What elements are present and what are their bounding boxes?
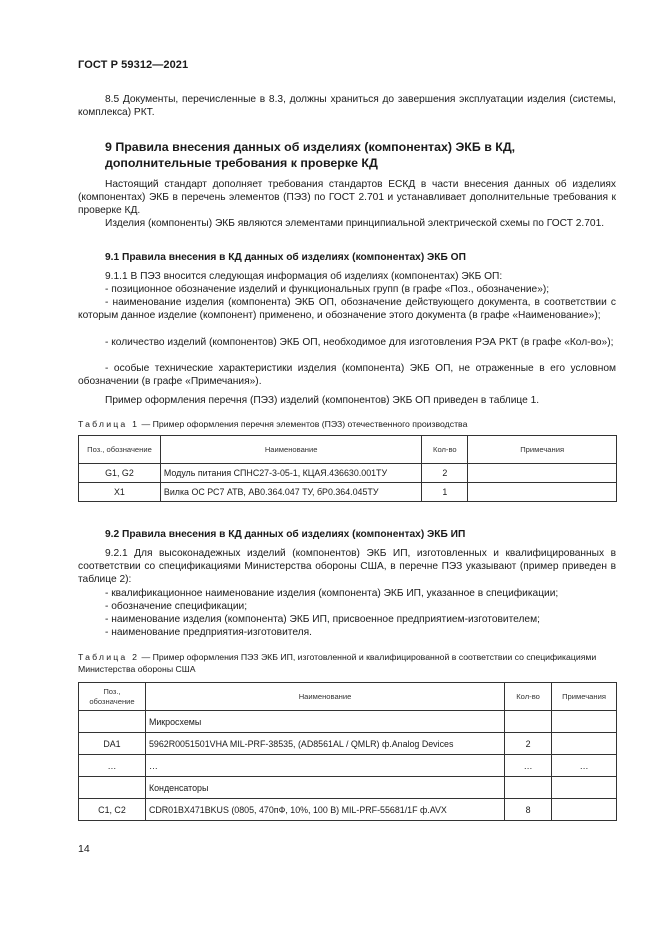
table-1-caption-label: Таблица 1	[78, 419, 140, 429]
table-row	[79, 464, 617, 483]
table-row	[79, 483, 617, 502]
table-2-caption-text: — Пример оформления ПЭЗ ЭКБ ИП, изготовленной и квалифицированной в соответствии со спецификациями Министерства обороны США	[78, 652, 597, 674]
table-row	[79, 777, 617, 799]
table-cell	[552, 733, 617, 755]
table-cell	[468, 464, 617, 483]
table-cell: 2	[505, 733, 552, 755]
table-cell	[468, 483, 617, 502]
table-cell: …	[79, 755, 146, 777]
table-cell	[552, 711, 617, 733]
section-9-intro-1: Настоящий стандарт дополняет требования стандартов ЕСКД в части внесения данных об изделиях (компонентах) ЭКБ в перечень элементов (ПЭЗ) по ГОСТ 2.701 и устанавливает дополнительные требования к проверке КД.	[78, 179, 616, 217]
section-9-1-item: - позиционное обозначение изделий и функциональных групп (в графе «Поз., обозначение»);	[105, 284, 550, 295]
table-cell	[505, 711, 552, 733]
table-2-header-cell: Наименование	[145, 683, 504, 711]
table-1-header-cell: Кол-во	[422, 436, 468, 464]
table-cell: …	[145, 755, 504, 777]
table-row	[79, 755, 617, 777]
section-9-title-line1: 9 Правила внесения данных об изделиях (компонентах) ЭКБ в КД,	[105, 140, 516, 154]
table-cell: Микросхемы	[145, 711, 504, 733]
page-number: 14	[78, 843, 90, 855]
table-1-caption-text: — Пример оформления перечня элементов (ПЭЗ) отечественного производства	[139, 419, 468, 429]
table-cell	[79, 777, 146, 799]
section-9-title	[105, 139, 625, 171]
section-9-2-item: - наименование предприятия-изготовителя.	[105, 627, 312, 638]
table-1-header-cell: Поз., обозначение	[79, 436, 161, 464]
table-cell: G1, G2	[79, 464, 161, 483]
table-2-header-cell: Примечания	[552, 683, 617, 711]
table-cell: 8	[505, 799, 552, 821]
table-1-header-row	[79, 436, 617, 464]
table-cell: X1	[79, 483, 161, 502]
table-2-caption-label: Таблица 2	[78, 652, 140, 662]
section-9-2-title: 9.2 Правила внесения в КД данных об изделиях (компонентах) ЭКБ ИП	[105, 529, 466, 540]
table-cell	[552, 777, 617, 799]
section-9-2-item: - наименование изделия (компонента) ЭКБ ИП, присвоенное предприятием-изготовителем;	[105, 614, 540, 625]
section-9-2-item: - обозначение спецификации;	[105, 601, 248, 612]
table-cell: …	[552, 755, 617, 777]
section-9-1-example: Пример оформления перечня (ПЭЗ) изделий (компонентов) ЭКБ ОП приведен в таблице 1.	[105, 395, 540, 406]
section-9-2-item: - квалификационное наименование изделия (компонента) ЭКБ ИП, указанное в спецификации;	[105, 588, 559, 599]
standard-header: ГОСТ Р 59312—2021	[78, 59, 189, 71]
section-9-intro-2: Изделия (компоненты) ЭКБ являются элементами принципиальной электрической схемы по ГОСТ 2.701.	[105, 218, 605, 229]
section-9-1-item: - особые технические характеристики изделия (компонента) ЭКБ ОП, не отраженные в его условном обозначении (в графе «Примечания»).	[78, 363, 616, 388]
table-2	[78, 682, 617, 821]
table-cell	[552, 799, 617, 821]
table-cell: Вилка ОС РС7 АТВ, АВ0.364.047 ТУ, бР0.364.045ТУ	[160, 483, 421, 502]
table-cell: DA1	[79, 733, 146, 755]
paragraph-8-5: 8.5 Документы, перечисленные в 8.3, должны храниться до завершения эксплуатации изделия (системы, комплекса) РКТ.	[78, 94, 616, 119]
table-1-header-cell: Наименование	[160, 436, 421, 464]
table-cell: C1, C2	[79, 799, 146, 821]
table-cell: …	[505, 755, 552, 777]
table-1-header-cell: Примечания	[468, 436, 617, 464]
table-cell: Конденсаторы	[145, 777, 504, 799]
table-2-caption	[78, 651, 618, 675]
table-cell	[79, 711, 146, 733]
table-row	[79, 733, 617, 755]
table-cell: Модуль питания СПНС27-3-05-1, КЦАЯ.436630.001ТУ	[160, 464, 421, 483]
table-1-caption	[78, 418, 618, 430]
section-9-1-lead: 9.1.1 В ПЭЗ вносится следующая информация об изделиях (компонентах) ЭКБ ОП:	[105, 271, 503, 282]
table-row	[79, 799, 617, 821]
table-2-header-row	[79, 683, 617, 711]
table-cell: 5962R0051501VHA MIL-PRF-38535, (AD8561AL / QMLR) ф.Analog Devices	[145, 733, 504, 755]
table-cell: CDR01BX471BKUS (0805, 470пФ, 10%, 100 В) MIL-PRF-55681/1F ф.AVX	[145, 799, 504, 821]
section-9-1-item: - количество изделий (компонентов) ЭКБ ОП, необходимое для изготовления РЭА РКТ (в графе «Кол-во»);	[105, 337, 614, 348]
section-9-1-title: 9.1 Правила внесения в КД данных об изделиях (компонентах) ЭКБ ОП	[105, 252, 466, 263]
section-9-title-line2: дополнительные требования к проверке КД	[105, 156, 378, 170]
section-9-2-lead: 9.2.1 Для высоконадежных изделий (компонентов) ЭКБ ИП, изготовленных и квалифицированных в соответствии со спецификациями Министерства обороны США, в перечне ПЭЗ указывают (пример приведен в таблице 2):	[78, 548, 616, 586]
table-cell: 2	[422, 464, 468, 483]
table-cell	[505, 777, 552, 799]
table-2-header-cell: Поз., обозначение	[79, 683, 146, 711]
table-cell: 1	[422, 483, 468, 502]
table-2-header-cell: Кол-во	[505, 683, 552, 711]
table-row	[79, 711, 617, 733]
section-9-1-item: - наименование изделия (компонента) ЭКБ ОП, обозначение действующего документа, в соответствии с которым данное изделие (компонент) применено, и обозначение этого документа (в графе «Наименование»);	[78, 297, 616, 322]
table-1	[78, 435, 617, 502]
